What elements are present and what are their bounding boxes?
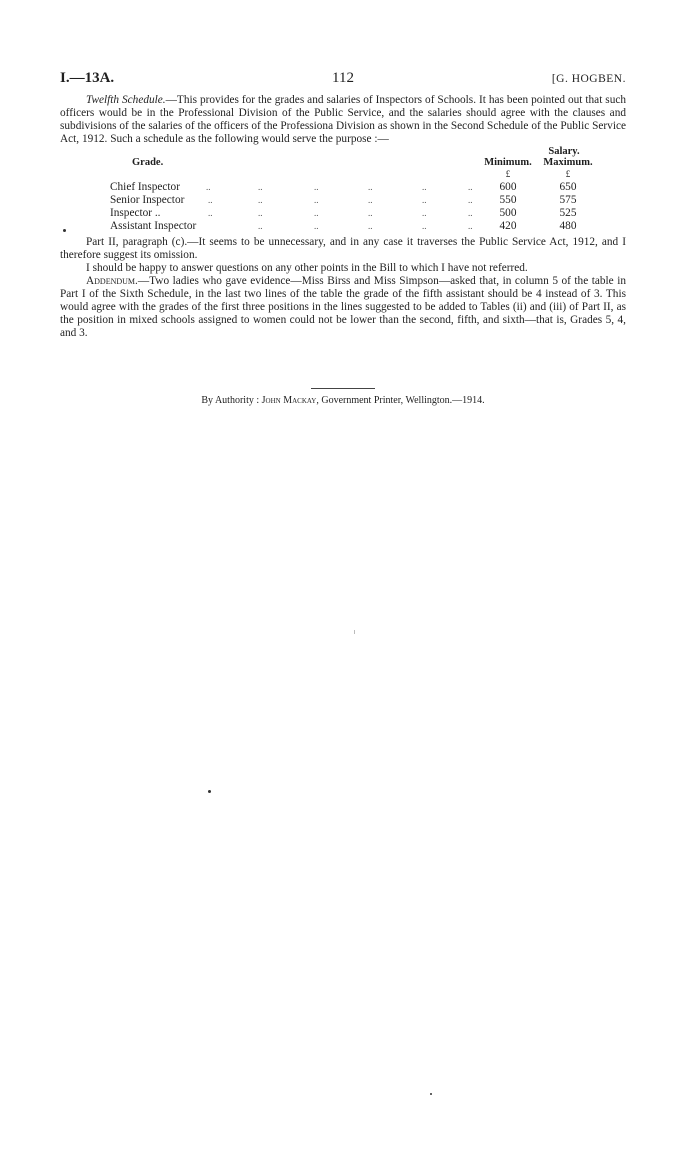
scan-speck — [354, 630, 355, 634]
addendum-paragraph — [60, 275, 626, 340]
page-header — [60, 70, 626, 90]
maximum-cell: 650 — [559, 181, 577, 193]
grade-cell: Assistant Inspector — [110, 220, 197, 232]
imprint-prefix: By Authority : — [201, 395, 260, 406]
twelfth-schedule-text: —This provides for the grades and salaries of Inspectors of Schools. It has been pointed out that such officers would be in the Professional Division of the Public Service, and the salaries should agree with the clauses and subdivisions of the salaries of the officers of the Professiona Division as shown in the Second Schedule of the Public Service Act, 1912. Such a schedule as the following would serve the purpose :— — [60, 94, 626, 145]
twelfth-schedule-heading: Twelfth Schedule. — [86, 94, 166, 106]
scan-speck — [208, 790, 211, 793]
table-row: Chief Inspector .. .. .. .. .. .. 600 650 — [60, 181, 626, 194]
grade-cell: Senior Inspector — [110, 194, 185, 206]
addendum-text: —Two ladies who gave evidence—Miss Birss and Miss Simpson—asked that, in column 5 of the table in Part I of the Sixth Schedule, in the last two lines of the table the grade of the fifth assistant should be 4 instead of 3. This would agree with the grades of the first three positions in the lines suggested to be added to Tables (ii) and (iii) of Part II, as the position in mixed schools assigned to women could not be lower than the second, fifth, and sixth—that is, Grades 5, 4, and 3. — [60, 275, 626, 339]
table-row: Inspector .. .. .. .. .. .. .. 500 525 — [60, 207, 626, 220]
salary-group-header: Salary. — [548, 146, 580, 157]
part-two-paragraph: Part II, paragraph (c).—It seems to be unnecessary, and in any case it traverses the Public Service Act, 1912, and I therefore suggest its omission. — [60, 236, 626, 261]
addendum-heading: Addendum. — [86, 275, 138, 287]
maximum-cell: 525 — [559, 207, 577, 219]
minimum-column-header: Minimum. — [484, 157, 532, 168]
salary-table — [60, 146, 626, 236]
minimum-currency: £ — [505, 169, 511, 179]
grade-column-header: Grade. — [132, 157, 164, 168]
document-page — [60, 70, 626, 406]
minimum-cell: 600 — [499, 181, 517, 193]
grade-cell: Inspector .. — [110, 207, 161, 219]
printer-imprint — [60, 395, 626, 406]
document-reference: I.—13A. — [60, 70, 115, 86]
maximum-currency: £ — [565, 169, 571, 179]
minimum-cell: 420 — [499, 220, 517, 232]
maximum-cell: 480 — [559, 220, 577, 232]
author-reference: [G. HOGBEN. — [551, 73, 626, 85]
scan-speck — [430, 1093, 432, 1095]
maximum-cell: 575 — [559, 194, 577, 206]
table-row: Assistant Inspector .. .. .. .. .. 420 480 — [60, 220, 626, 233]
printer-name: John Mackay — [261, 395, 317, 406]
imprint-suffix: , Government Printer, Wellington.—1914. — [316, 395, 485, 406]
minimum-cell: 550 — [499, 194, 517, 206]
closing-paragraph: I should be happy to answer questions on any other points in the Bill to which I have not referred. — [86, 262, 528, 274]
page-number: 112 — [332, 70, 354, 86]
minimum-cell: 500 — [499, 207, 517, 219]
maximum-column-header: Maximum. — [543, 157, 593, 168]
margin-mark — [63, 229, 66, 232]
footer-divider — [311, 388, 375, 389]
twelfth-schedule-paragraph — [60, 94, 626, 146]
table-row: Senior Inspector .. .. .. .. .. .. 550 575 — [60, 194, 626, 207]
grade-cell: Chief Inspector — [110, 181, 180, 193]
